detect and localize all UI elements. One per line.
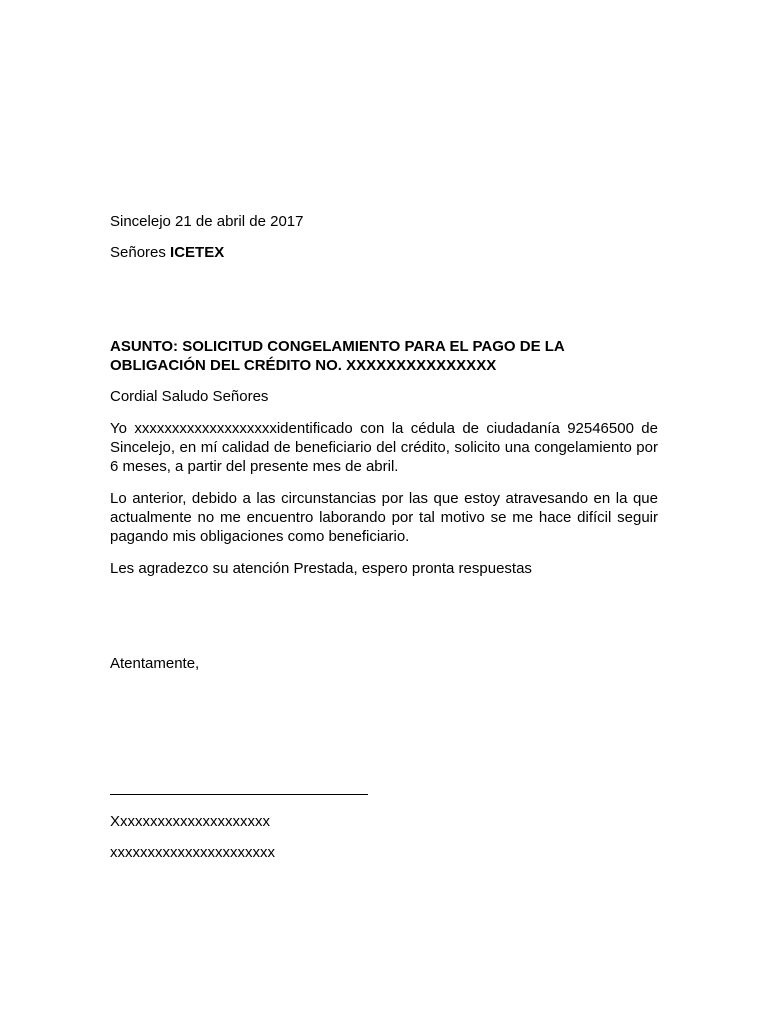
signature-line bbox=[110, 794, 368, 795]
signature-id: xxxxxxxxxxxxxxxxxxxxxx bbox=[110, 844, 275, 861]
body-paragraph-1: Yo xxxxxxxxxxxxxxxxxxxidentificado con la cédula de ciudadanía 92546500 de Sincelejo, en mí calidad de beneficiario del crédito, solicito una congelamiento por 6 meses, a partir del presente mes de abril. bbox=[110, 420, 658, 475]
greeting: Cordial Saludo Señores bbox=[110, 388, 269, 405]
subject-line-2: OBLIGACIÓN DEL CRÉDITO NO. XXXXXXXXXXXXXXX bbox=[110, 357, 497, 374]
recipient-line bbox=[110, 243, 658, 262]
closing: Atentamente, bbox=[110, 655, 200, 672]
body-paragraph-3: Les agradezco su atención Prestada, espero pronta respuestas bbox=[110, 560, 532, 577]
recipient-prefix: Señores bbox=[110, 244, 171, 261]
body-paragraph-2: Lo anterior, debido a las circunstancias por las que estoy atravesando en la que actualmente no me encuentro laborando por tal motivo se me hace difícil seguir pagando mis obligaciones como beneficiario. bbox=[110, 490, 658, 545]
recipient-name: ICETEX bbox=[170, 244, 225, 261]
date-line: Sincelejo 21 de abril de 2017 bbox=[110, 213, 304, 230]
signature-name: Xxxxxxxxxxxxxxxxxxxxx bbox=[110, 813, 271, 830]
subject-line-1: ASUNTO: SOLICITUD CONGELAMIENTO PARA EL PAGO DE LA bbox=[110, 338, 565, 355]
